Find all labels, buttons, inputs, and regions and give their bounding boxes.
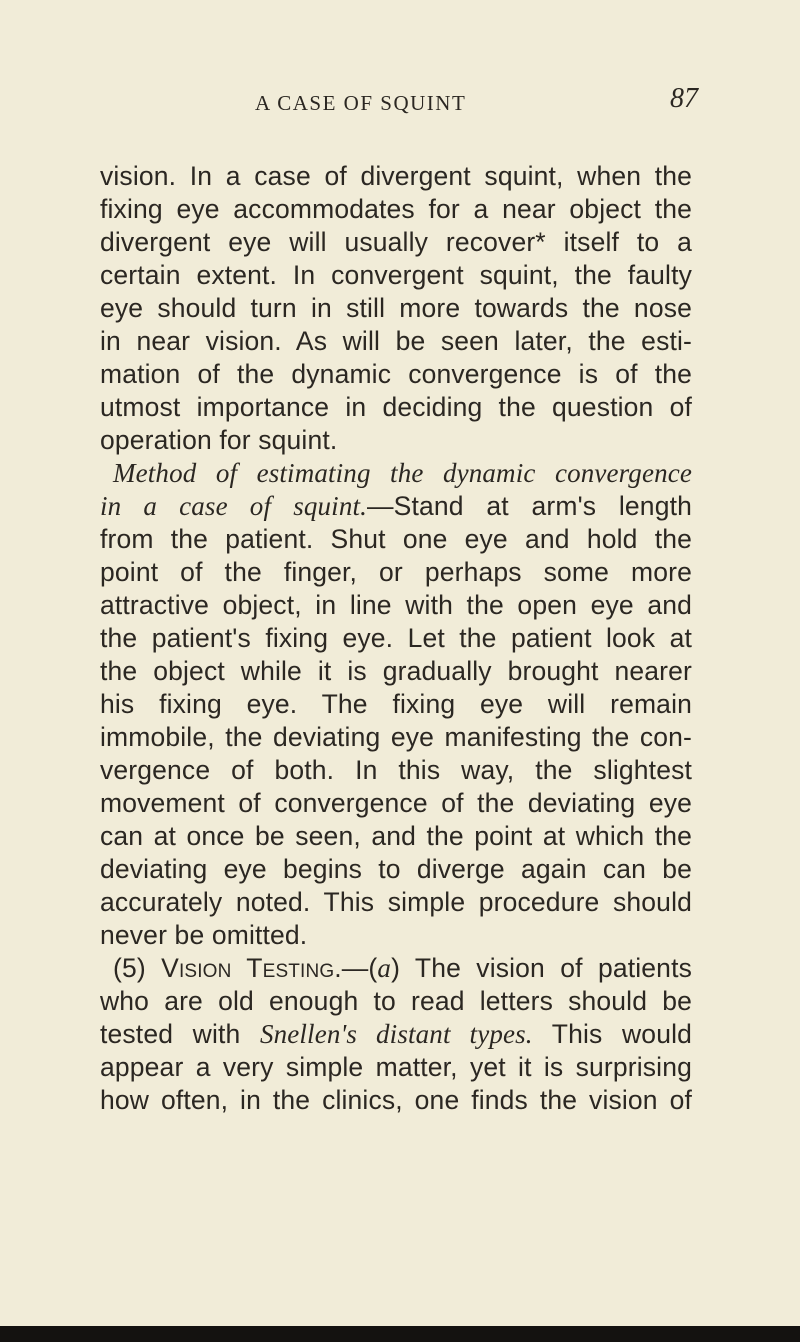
text-segment: from the patient. Shut one eye and hold the (100, 524, 692, 554)
text-segment: the object while it is gradually brought nearer (100, 656, 692, 686)
italic-text: a (377, 953, 392, 983)
text-segment: attractive object, in line with the open eye and (100, 590, 692, 620)
page-header (0, 83, 800, 123)
text-line (100, 292, 692, 325)
text-segment: immobile, the deviating eye manifesting the con- (100, 722, 692, 752)
text-segment: (5) (113, 953, 162, 983)
text-line (100, 391, 692, 424)
text-line (100, 358, 692, 391)
text-segment: his fixing eye. The fixing eye will remain (100, 689, 692, 719)
text-segment: appear a very simple matter, yet it is surprising (100, 1052, 692, 1082)
running-head: A CASE OF SQUINT (255, 91, 467, 115)
page-number: 87 (670, 83, 698, 114)
text-line (100, 457, 692, 490)
text-line (100, 1084, 692, 1117)
text-line (100, 424, 692, 457)
text-segment: accurately noted. This simple procedure should (100, 887, 692, 917)
text-line (100, 820, 692, 853)
italic-text: Method of estimating the dynamic convergence (113, 458, 692, 488)
text-segment: —( (341, 953, 378, 983)
text-line (100, 490, 692, 523)
text-line (100, 589, 692, 622)
text-line (100, 985, 692, 1018)
italic-text: in a case of squint. (100, 491, 368, 521)
text-line (100, 160, 692, 193)
text-line (100, 721, 692, 754)
text-line (100, 259, 692, 292)
text-segment: eye should turn in still more towards the nose (100, 293, 692, 323)
text-line (100, 1051, 692, 1084)
text-segment: ) The vision of patients (391, 953, 692, 983)
text-segment: utmost importance in deciding the question of (100, 392, 692, 422)
text-segment: who are old enough to read letters should be (100, 986, 692, 1016)
text-line (100, 523, 692, 556)
text-segment: vergence of both. In this way, the slightest (100, 755, 692, 785)
text-segment: This would (532, 1019, 693, 1049)
text-line (100, 1018, 692, 1051)
text-line (100, 193, 692, 226)
small-caps-heading: Vision Testing. (161, 953, 342, 983)
text-segment: point of the finger, or perhaps some more (100, 557, 692, 587)
text-line (100, 787, 692, 820)
text-segment: operation for squint. (100, 425, 338, 455)
text-segment: can at once be seen, and the point at which the (100, 821, 692, 851)
text-line (100, 919, 692, 952)
text-line (100, 754, 692, 787)
text-segment: in near vision. As will be seen later, the esti- (100, 326, 692, 356)
text-line (100, 325, 692, 358)
text-line (100, 622, 692, 655)
text-segment: movement of convergence of the deviating eye (100, 788, 692, 818)
text-segment: vision. In a case of divergent squint, when the (100, 161, 692, 191)
text-line (100, 688, 692, 721)
text-line (100, 952, 692, 985)
text-segment: the patient's fixing eye. Let the patient look at (100, 623, 692, 653)
text-segment: tested with (100, 1019, 260, 1049)
text-line (100, 655, 692, 688)
text-line (100, 556, 692, 589)
text-segment: how often, in the clinics, one finds the vision of (100, 1085, 692, 1115)
text-segment: never be omitted. (100, 920, 308, 950)
body-text (100, 160, 692, 1117)
italic-text: Snellen's distant types. (259, 1019, 533, 1049)
text-segment: mation of the dynamic convergence is of the (100, 359, 692, 389)
text-segment: fixing eye accommodates for a near object the (100, 194, 692, 224)
text-segment: divergent eye will usually recover* itself to a (100, 227, 692, 257)
text-segment: —Stand at arm's length (367, 491, 692, 521)
text-line (100, 853, 692, 886)
text-line (100, 226, 692, 259)
text-segment: certain extent. In convergent squint, the faulty (100, 260, 692, 290)
text-line (100, 886, 692, 919)
text-segment: deviating eye begins to diverge again can be (100, 854, 692, 884)
bottom-edge-bar (0, 1326, 800, 1342)
